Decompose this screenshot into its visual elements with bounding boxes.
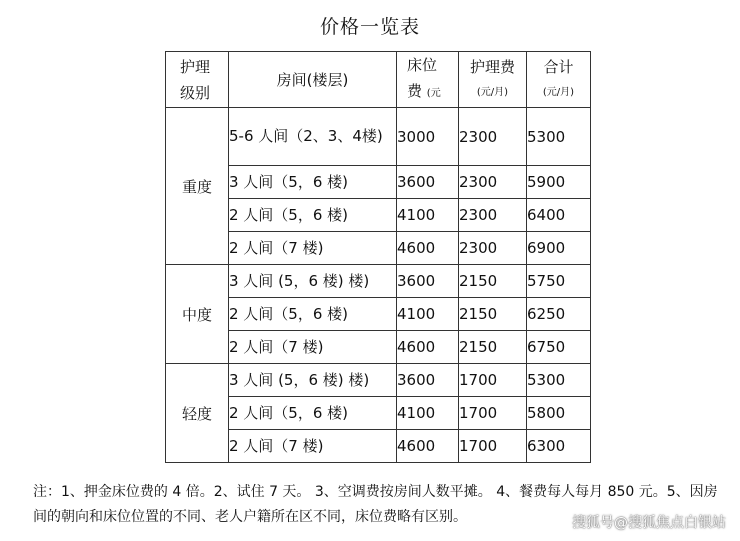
total-cell: 5300: [527, 108, 591, 166]
table-row: [166, 166, 591, 199]
table-header-row: [166, 52, 591, 108]
header-room: 房间(楼层): [229, 52, 397, 108]
total-cell: 5300: [527, 364, 591, 397]
room-cell: 2 人间（7 楼): [229, 232, 397, 265]
bed-fee-cell: 4600: [397, 331, 459, 364]
room-cell: 3 人间 (5，6 楼) 楼): [229, 265, 397, 298]
room-cell: 2 人间（7 楼): [229, 430, 397, 463]
room-cell: 5-6 人间（2、3、4楼): [229, 108, 397, 166]
bed-fee-cell: 4600: [397, 232, 459, 265]
table-row: [166, 265, 591, 298]
grade-cell: 中度: [166, 265, 229, 364]
page-title: 价格一览表: [319, 16, 420, 38]
care-fee-cell: 2300: [459, 108, 527, 166]
watermark: 搜狐号@搜狐焦点白银站: [572, 515, 726, 531]
total-cell: 5900: [527, 166, 591, 199]
care-fee-cell: 1700: [459, 364, 527, 397]
total-cell: 6750: [527, 331, 591, 364]
care-fee-cell: 2300: [459, 199, 527, 232]
total-cell: 5800: [527, 397, 591, 430]
bed-fee-cell: 3600: [397, 265, 459, 298]
header-care-fee: 护理费 (元/月): [459, 52, 527, 108]
table-row: [166, 199, 591, 232]
header-care-level: 护理 级别: [166, 52, 229, 108]
table-row: [166, 331, 591, 364]
care-fee-cell: 2300: [459, 166, 527, 199]
header-bed-fee: 床位 费 (元: [397, 52, 459, 108]
room-cell: 2 人间（5，6 楼): [229, 199, 397, 232]
table-row: [166, 108, 591, 166]
footnote: 注：1、押金床位费的 4 倍。2、试住 7 天。 3、空调费按房间人数平摊。 4、餐费每人每月 850 元。5、因房间的朝向和床位位置的不同、老人户籍所在区不同，床位费略有区别。: [33, 484, 718, 525]
care-fee-cell: 1700: [459, 430, 527, 463]
table-row: [166, 364, 591, 397]
total-cell: 6400: [527, 199, 591, 232]
care-fee-cell: 1700: [459, 397, 527, 430]
bed-fee-cell: 4100: [397, 199, 459, 232]
price-table: [165, 51, 591, 463]
room-cell: 2 人间（5，6 楼): [229, 298, 397, 331]
grade-cell: 轻度: [166, 364, 229, 463]
table-row: [166, 397, 591, 430]
table-row: [166, 232, 591, 265]
table-row: [166, 430, 591, 463]
bed-fee-cell: 3600: [397, 364, 459, 397]
total-cell: 6900: [527, 232, 591, 265]
care-fee-cell: 2150: [459, 298, 527, 331]
table-row: [166, 298, 591, 331]
bed-fee-cell: 4600: [397, 430, 459, 463]
bed-fee-cell: 3600: [397, 166, 459, 199]
bed-fee-cell: 3000: [397, 108, 459, 166]
room-cell: 2 人间（7 楼): [229, 331, 397, 364]
care-fee-cell: 2300: [459, 232, 527, 265]
header-total: 合计 (元/月): [527, 52, 591, 108]
bed-fee-cell: 4100: [397, 298, 459, 331]
total-cell: 5750: [527, 265, 591, 298]
grade-cell: 重度: [166, 108, 229, 265]
room-cell: 3 人间（5，6 楼): [229, 166, 397, 199]
room-cell: 3 人间 (5，6 楼) 楼): [229, 364, 397, 397]
care-fee-cell: 2150: [459, 331, 527, 364]
care-fee-cell: 2150: [459, 265, 527, 298]
room-cell: 2 人间（5，6 楼): [229, 397, 397, 430]
total-cell: 6300: [527, 430, 591, 463]
bed-fee-cell: 4100: [397, 397, 459, 430]
total-cell: 6250: [527, 298, 591, 331]
